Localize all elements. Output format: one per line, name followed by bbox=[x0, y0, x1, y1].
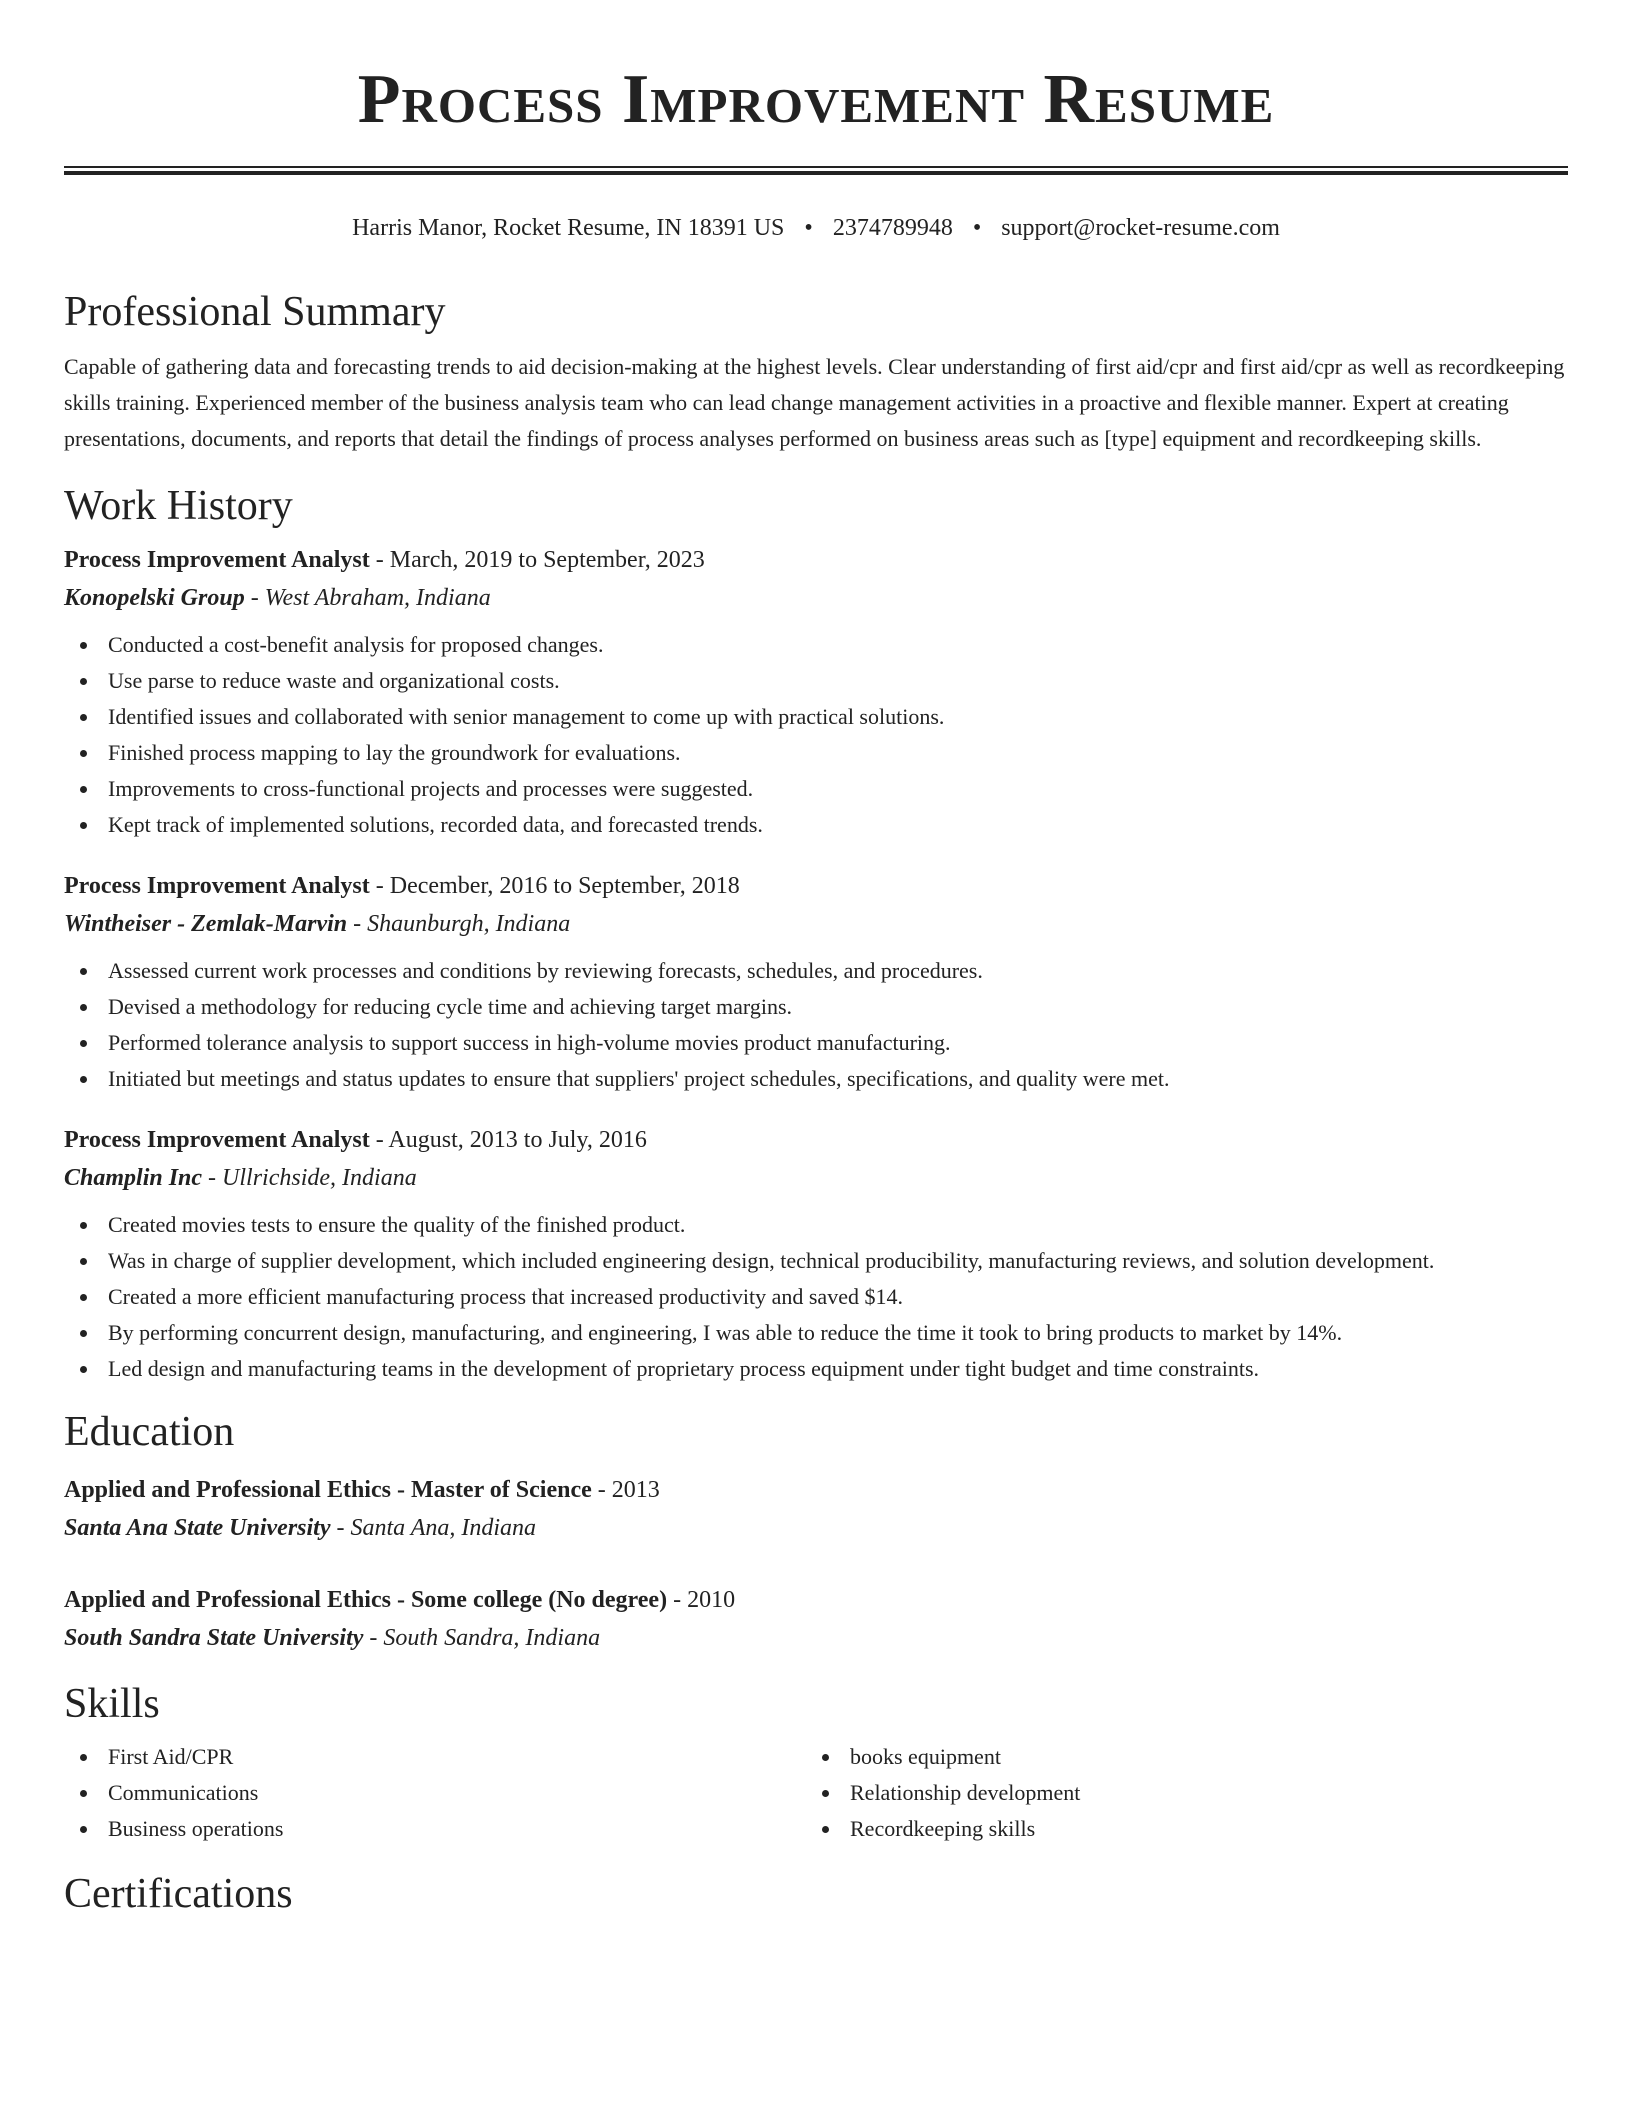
degree-year: - 2013 bbox=[591, 1477, 660, 1503]
school-location: - South Sandra, Indiana bbox=[363, 1625, 601, 1651]
title-divider bbox=[64, 166, 1568, 175]
school-line bbox=[64, 1509, 1568, 1547]
skills-list-left bbox=[64, 1739, 806, 1847]
job-entry bbox=[64, 1121, 1568, 1387]
job-org-line bbox=[64, 579, 1568, 617]
job-company: Wintheiser - Zemlak-Marvin bbox=[64, 911, 348, 937]
list-item: By performing concurrent design, manufacturing, and engineering, I was able to reduce the time it took to bring products to market by 14%. bbox=[64, 1315, 1568, 1351]
summary-text: Capable of gathering data and forecasting trends to aid decision-making at the highest levels. Clear understanding of first aid/cpr and first aid/cpr as well as recordkeeping skills training. Experienced member of the business analysis team who can lead change management activities in a proactive and flexible manner. Expert at creating presentations, documents, and reports that detail the findings of process analyses performed on business areas such as [type] equipment and recordkeeping skills. bbox=[64, 354, 1565, 451]
list-item: Improvements to cross-functional projects and processes were suggested. bbox=[64, 771, 1568, 807]
degree-line bbox=[64, 1581, 1568, 1619]
education-entry bbox=[64, 1581, 1568, 1657]
job-org-line bbox=[64, 905, 1568, 943]
job-title-line bbox=[64, 1121, 1568, 1159]
job-entry bbox=[64, 541, 1568, 843]
resume-title: Process Improvement Resume bbox=[357, 61, 1275, 138]
contact-phone: 2374789948 bbox=[832, 215, 953, 241]
job-role: Process Improvement Analyst bbox=[64, 547, 370, 573]
skill-item: Recordkeeping skills bbox=[806, 1811, 1548, 1847]
contact-separator: • bbox=[972, 215, 982, 241]
skill-item: Relationship development bbox=[806, 1775, 1548, 1811]
job-dates: - August, 2013 to July, 2016 bbox=[369, 1127, 647, 1153]
job-location: - West Abraham, Indiana bbox=[244, 585, 491, 611]
work-history-section bbox=[64, 481, 1568, 1387]
school-line bbox=[64, 1619, 1568, 1657]
degree-line bbox=[64, 1471, 1568, 1509]
job-duties-list bbox=[64, 953, 1568, 1097]
skill-item: Business operations bbox=[64, 1811, 806, 1847]
skills-heading: Skills bbox=[64, 1681, 160, 1727]
job-title-line bbox=[64, 867, 1568, 905]
skill-item: First Aid/CPR bbox=[64, 1739, 806, 1775]
job-company: Champlin Inc bbox=[64, 1165, 203, 1191]
education-section bbox=[64, 1407, 1568, 1657]
summary-heading: Professional Summary bbox=[64, 289, 446, 335]
job-dates: - March, 2019 to September, 2023 bbox=[369, 547, 705, 573]
contact-email: support@rocket-resume.com bbox=[1001, 215, 1280, 241]
education-heading: Education bbox=[64, 1409, 235, 1455]
job-dates: - December, 2016 to September, 2018 bbox=[369, 873, 740, 899]
list-item: Initiated but meetings and status updates to ensure that suppliers' project schedules, specifications, and quality were met. bbox=[64, 1061, 1568, 1097]
list-item: Devised a methodology for reducing cycle time and achieving target margins. bbox=[64, 989, 1568, 1025]
job-company: Konopelski Group bbox=[64, 585, 245, 611]
list-item: Conducted a cost-benefit analysis for proposed changes. bbox=[64, 627, 1568, 663]
list-item: Was in charge of supplier development, which included engineering design, technical producibility, manufacturing reviews, and solution development. bbox=[64, 1243, 1568, 1279]
summary-section bbox=[64, 287, 1568, 457]
skills-grid bbox=[64, 1739, 1568, 1847]
skill-item: books equipment bbox=[806, 1739, 1548, 1775]
job-location: - Ullrichside, Indiana bbox=[202, 1165, 417, 1191]
job-location: - Shaunburgh, Indiana bbox=[347, 911, 571, 937]
list-item: Use parse to reduce waste and organizational costs. bbox=[64, 663, 1568, 699]
list-item: Identified issues and collaborated with senior management to come up with practical solutions. bbox=[64, 699, 1568, 735]
list-item: Performed tolerance analysis to support success in high-volume movies product manufacturing. bbox=[64, 1025, 1568, 1061]
contact-address: Harris Manor, Rocket Resume, IN 18391 US bbox=[352, 215, 785, 241]
list-item: Finished process mapping to lay the groundwork for evaluations. bbox=[64, 735, 1568, 771]
contact-line bbox=[64, 213, 1568, 243]
contact-separator: • bbox=[804, 215, 813, 241]
certifications-section bbox=[64, 1869, 1568, 1919]
degree-name: Applied and Professional Ethics - Some college (No degree) bbox=[64, 1587, 668, 1613]
job-title-line bbox=[64, 541, 1568, 579]
job-org-line bbox=[64, 1159, 1568, 1197]
job-role: Process Improvement Analyst bbox=[64, 1127, 370, 1153]
work-history-heading: Work History bbox=[64, 483, 293, 529]
job-duties-list bbox=[64, 627, 1568, 843]
list-item: Led design and manufacturing teams in the development of proprietary process equipment under tight budget and time constraints. bbox=[64, 1351, 1568, 1387]
degree-name: Applied and Professional Ethics - Master of Science bbox=[64, 1477, 592, 1503]
certifications-heading: Certifications bbox=[64, 1871, 293, 1917]
job-role: Process Improvement Analyst bbox=[64, 873, 370, 899]
skills-section bbox=[64, 1679, 1568, 1847]
school-name: Santa Ana State University bbox=[64, 1515, 331, 1541]
degree-year: - 2010 bbox=[667, 1587, 736, 1613]
list-item: Assessed current work processes and conditions by reviewing forecasts, schedules, and procedures. bbox=[64, 953, 1568, 989]
education-entry bbox=[64, 1471, 1568, 1547]
list-item: Created a more efficient manufacturing process that increased productivity and saved $14. bbox=[64, 1279, 1568, 1315]
school-name: South Sandra State University bbox=[64, 1625, 364, 1651]
skills-list-right bbox=[806, 1739, 1548, 1847]
skill-item: Communications bbox=[64, 1775, 806, 1811]
school-location: - Santa Ana, Indiana bbox=[330, 1515, 537, 1541]
job-duties-list bbox=[64, 1207, 1568, 1387]
job-entry bbox=[64, 867, 1568, 1097]
list-item: Created movies tests to ensure the quality of the finished product. bbox=[64, 1207, 1568, 1243]
list-item: Kept track of implemented solutions, recorded data, and forecasted trends. bbox=[64, 807, 1568, 843]
